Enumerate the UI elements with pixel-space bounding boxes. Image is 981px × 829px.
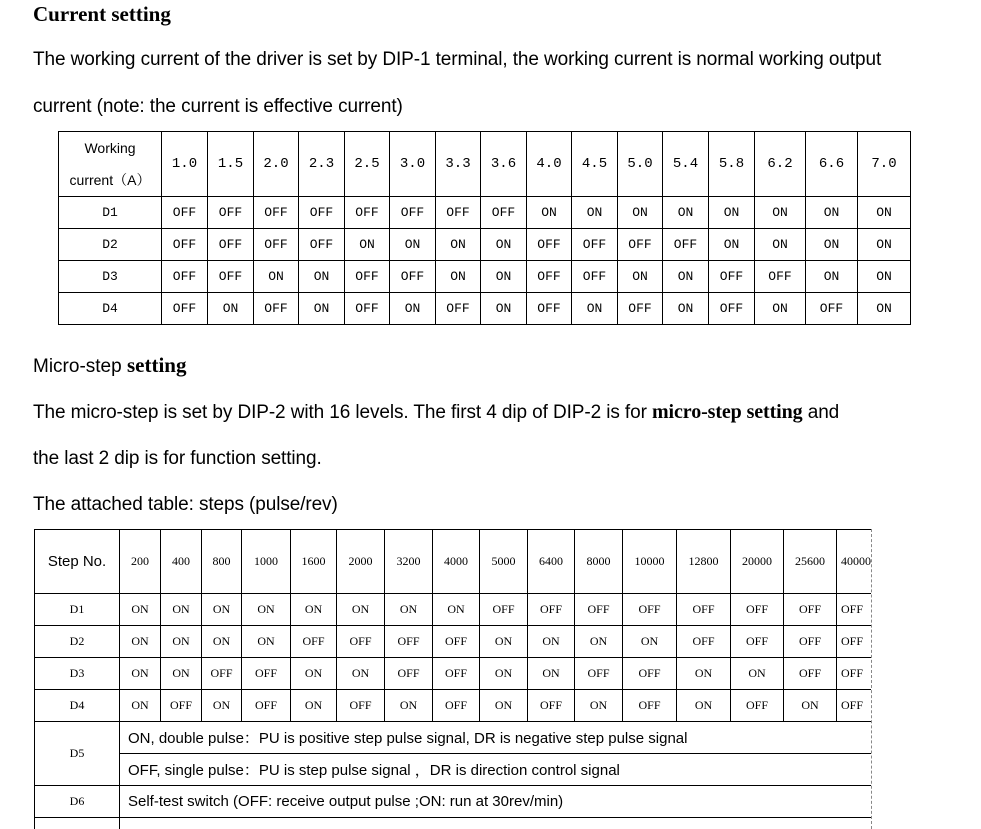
switch-cell: OFF (208, 261, 254, 293)
switch-cell: ON (572, 197, 618, 229)
step-table-header-label: Step No. (35, 530, 120, 594)
switch-cell: OFF (731, 626, 784, 658)
switch-cell: ON (120, 594, 161, 626)
header-cell: 2.5 (345, 132, 390, 197)
switch-cell: ON (202, 626, 242, 658)
switch-cell: OFF (677, 626, 731, 658)
switch-cell: ON (385, 594, 433, 626)
switch-cell: OFF (436, 293, 481, 325)
switch-cell: ON (436, 229, 481, 261)
switch-cell: ON (575, 690, 623, 722)
p1-bold: micro-step setting (651, 401, 803, 423)
switch-cell: OFF (623, 594, 677, 626)
switch-cell: ON (345, 229, 390, 261)
switch-cell: ON (858, 197, 911, 229)
header-cell: 6.2 (755, 132, 806, 197)
microstep-paragraph-line2: the last 2 dip is for function setting. (33, 448, 322, 469)
switch-cell: OFF (254, 229, 299, 261)
switch-cell: OFF (575, 594, 623, 626)
p1a: The micro-step is set by DIP-2 with 16 levels. The first 4 dip of DIP-2 is for (33, 402, 652, 423)
switch-cell: OFF (709, 293, 755, 325)
d5-on-row (35, 722, 873, 754)
switch-cell: OFF (528, 594, 575, 626)
switch-cell: ON (480, 658, 528, 690)
switch-cell: ON (623, 626, 677, 658)
step-table-body (35, 594, 873, 722)
header-cell: 7.0 (858, 132, 911, 197)
header-cell: 2000 (337, 530, 385, 594)
d6-row (35, 786, 873, 818)
switch-cell: ON (784, 690, 837, 722)
switch-cell: OFF (345, 197, 390, 229)
switch-cell: ON (385, 690, 433, 722)
header-cell: 40000 (837, 530, 873, 594)
row-label: D4 (35, 690, 120, 722)
header-cell: 25600 (784, 530, 837, 594)
switch-cell: ON (858, 261, 911, 293)
switch-cell: ON (161, 658, 202, 690)
switch-cell: ON (390, 229, 436, 261)
switch-cell: OFF (663, 229, 709, 261)
microstep-heading-plain: Micro-step (33, 356, 127, 377)
row-label: D1 (35, 594, 120, 626)
switch-cell: ON (480, 626, 528, 658)
header-cell: 3.6 (481, 132, 527, 197)
header-cell: 1.0 (162, 132, 208, 197)
switch-cell: ON (618, 197, 663, 229)
current-table (58, 131, 911, 325)
switch-cell: OFF (162, 293, 208, 325)
switch-cell: ON (663, 261, 709, 293)
switch-cell: OFF (436, 197, 481, 229)
header-cell: 5.4 (663, 132, 709, 197)
d5-off-row (35, 754, 873, 786)
switch-cell: OFF (481, 197, 527, 229)
header-cell: 8000 (575, 530, 623, 594)
switch-cell: OFF (162, 197, 208, 229)
step-table-row (35, 658, 873, 690)
switch-cell: OFF (162, 229, 208, 261)
switch-cell: ON (677, 658, 731, 690)
header-cell: 3.0 (390, 132, 436, 197)
switch-cell: ON (161, 594, 202, 626)
switch-cell: OFF (527, 293, 572, 325)
switch-cell: OFF (208, 229, 254, 261)
switch-cell: ON (120, 626, 161, 658)
switch-cell: OFF (299, 197, 345, 229)
switch-cell: ON (618, 261, 663, 293)
switch-cell: OFF (618, 293, 663, 325)
switch-cell: OFF (837, 626, 873, 658)
microstep-heading-bold: setting (126, 353, 187, 377)
header-cell: 4.5 (572, 132, 618, 197)
switch-cell: ON (677, 690, 731, 722)
switch-cell: OFF (677, 594, 731, 626)
switch-cell: OFF (527, 261, 572, 293)
step-table-caption: The attached table: steps (pulse/rev) (33, 494, 338, 515)
d6-label: D6 (35, 786, 120, 818)
switch-cell: ON (663, 293, 709, 325)
step-table-container (34, 529, 872, 829)
switch-cell: ON (528, 658, 575, 690)
switch-cell: ON (755, 197, 806, 229)
switch-cell: OFF (623, 658, 677, 690)
switch-cell: ON (436, 261, 481, 293)
switch-cell: ON (390, 293, 436, 325)
trailing-row (35, 818, 873, 829)
switch-cell: OFF (337, 690, 385, 722)
switch-cell: ON (528, 626, 575, 658)
switch-cell: OFF (575, 658, 623, 690)
switch-cell: ON (120, 658, 161, 690)
current-paragraph-line2: current (note: the current is effective current) (33, 96, 403, 117)
switch-cell: OFF (337, 626, 385, 658)
switch-cell: OFF (709, 261, 755, 293)
step-table-header-row (35, 530, 873, 594)
switch-cell: OFF (837, 690, 873, 722)
switch-cell: ON (337, 658, 385, 690)
d5-label: D5 (35, 722, 120, 786)
switch-cell: ON (527, 197, 572, 229)
d6-text: Self-test switch (OFF: receive output pulse ;ON: run at 30rev/min) (120, 786, 873, 818)
switch-cell: ON (291, 658, 337, 690)
header-cell: 5000 (480, 530, 528, 594)
header-cell: 5.0 (618, 132, 663, 197)
switch-cell: ON (709, 229, 755, 261)
header-cell: 1000 (242, 530, 291, 594)
trailing-cell (120, 818, 873, 829)
row-label: D3 (59, 261, 162, 293)
microstep-paragraph-line1 (33, 401, 839, 424)
step-table-row (35, 626, 873, 658)
header-cell: 800 (202, 530, 242, 594)
switch-cell: OFF (784, 594, 837, 626)
current-table-row (59, 293, 911, 325)
switch-cell: OFF (618, 229, 663, 261)
switch-cell: ON (291, 594, 337, 626)
current-table-row (59, 229, 911, 261)
header-cell: 3200 (385, 530, 433, 594)
switch-cell: ON (806, 229, 858, 261)
switch-cell: OFF (572, 229, 618, 261)
step-table (34, 529, 872, 829)
switch-cell: OFF (527, 229, 572, 261)
header-cell: 3.3 (436, 132, 481, 197)
switch-cell: ON (481, 229, 527, 261)
switch-cell: OFF (528, 690, 575, 722)
switch-cell: OFF (291, 626, 337, 658)
header-cell: 1600 (291, 530, 337, 594)
switch-cell: ON (202, 690, 242, 722)
header-cell: 2.0 (254, 132, 299, 197)
switch-cell: OFF (572, 261, 618, 293)
switch-cell: OFF (731, 690, 784, 722)
header-cell: 2.3 (299, 132, 345, 197)
step-table-row (35, 690, 873, 722)
switch-cell: OFF (242, 658, 291, 690)
switch-cell: OFF (755, 261, 806, 293)
switch-cell: ON (481, 293, 527, 325)
switch-cell: OFF (433, 658, 480, 690)
header-cell: 200 (120, 530, 161, 594)
header-cell: 1.5 (208, 132, 254, 197)
header-cell: 5.8 (709, 132, 755, 197)
row-label: D2 (35, 626, 120, 658)
switch-cell: ON (755, 293, 806, 325)
switch-cell: ON (858, 293, 911, 325)
row-label: D1 (59, 197, 162, 229)
switch-cell: OFF (837, 658, 873, 690)
switch-cell: OFF (433, 626, 480, 658)
switch-cell: OFF (254, 197, 299, 229)
switch-cell: ON (806, 197, 858, 229)
switch-cell: ON (337, 594, 385, 626)
current-table-body (59, 197, 911, 325)
switch-cell: ON (433, 594, 480, 626)
header-cell: 12800 (677, 530, 731, 594)
switch-cell: OFF (345, 261, 390, 293)
header-cell: 4000 (433, 530, 480, 594)
header-cell: 6.6 (806, 132, 858, 197)
d5-off-text: OFF, single pulse：PU is step pulse signal ，DR is direction control signal (120, 754, 873, 786)
switch-cell: ON (299, 293, 345, 325)
switch-cell: ON (858, 229, 911, 261)
switch-cell: OFF (806, 293, 858, 325)
switch-cell: OFF (480, 594, 528, 626)
switch-cell: OFF (731, 594, 784, 626)
switch-cell: ON (161, 626, 202, 658)
switch-cell: ON (663, 197, 709, 229)
switch-cell: ON (299, 261, 345, 293)
header-cell: 400 (161, 530, 202, 594)
switch-cell: ON (709, 197, 755, 229)
switch-cell: OFF (242, 690, 291, 722)
row-label: D3 (35, 658, 120, 690)
switch-cell: ON (572, 293, 618, 325)
switch-cell: ON (806, 261, 858, 293)
header-cell: 4.0 (527, 132, 572, 197)
current-table-row (59, 197, 911, 229)
switch-cell: ON (242, 594, 291, 626)
switch-cell: OFF (623, 690, 677, 722)
microstep-heading (33, 353, 186, 378)
header-cell: 6400 (528, 530, 575, 594)
switch-cell: OFF (784, 626, 837, 658)
switch-cell: OFF (208, 197, 254, 229)
trailing-cell (35, 818, 120, 829)
switch-cell: OFF (433, 690, 480, 722)
switch-cell: OFF (385, 626, 433, 658)
switch-cell: OFF (254, 293, 299, 325)
switch-cell: OFF (202, 658, 242, 690)
switch-cell: ON (731, 658, 784, 690)
switch-cell: ON (480, 690, 528, 722)
header-cell: 20000 (731, 530, 784, 594)
switch-cell: OFF (390, 197, 436, 229)
switch-cell: OFF (390, 261, 436, 293)
current-setting-heading: Current setting (33, 2, 171, 26)
switch-cell: ON (755, 229, 806, 261)
switch-cell: OFF (161, 690, 202, 722)
switch-cell: OFF (345, 293, 390, 325)
current-table-row (59, 261, 911, 293)
switch-cell: ON (208, 293, 254, 325)
d5-on-text: ON, double pulse：PU is positive step pulse signal, DR is negative step pulse signal (120, 722, 873, 754)
header-line1: Working (84, 140, 136, 156)
switch-cell: OFF (299, 229, 345, 261)
switch-cell: OFF (162, 261, 208, 293)
switch-cell: ON (254, 261, 299, 293)
switch-cell: ON (242, 626, 291, 658)
switch-cell: OFF (385, 658, 433, 690)
switch-cell: ON (575, 626, 623, 658)
current-paragraph-line1: The working current of the driver is set by DIP-1 terminal, the working current is normal working output (33, 49, 882, 70)
switch-cell: OFF (837, 594, 873, 626)
step-table-row (35, 594, 873, 626)
header-cell: 10000 (623, 530, 677, 594)
switch-cell: ON (291, 690, 337, 722)
current-table-header-row (59, 132, 911, 197)
row-label: D4 (59, 293, 162, 325)
switch-cell: ON (481, 261, 527, 293)
switch-cell: OFF (784, 658, 837, 690)
switch-cell: ON (202, 594, 242, 626)
row-label: D2 (59, 229, 162, 261)
header-line2: current（A） (69, 172, 151, 188)
current-table-header-label (59, 132, 162, 197)
p1b: and (802, 402, 840, 423)
switch-cell: ON (120, 690, 161, 722)
